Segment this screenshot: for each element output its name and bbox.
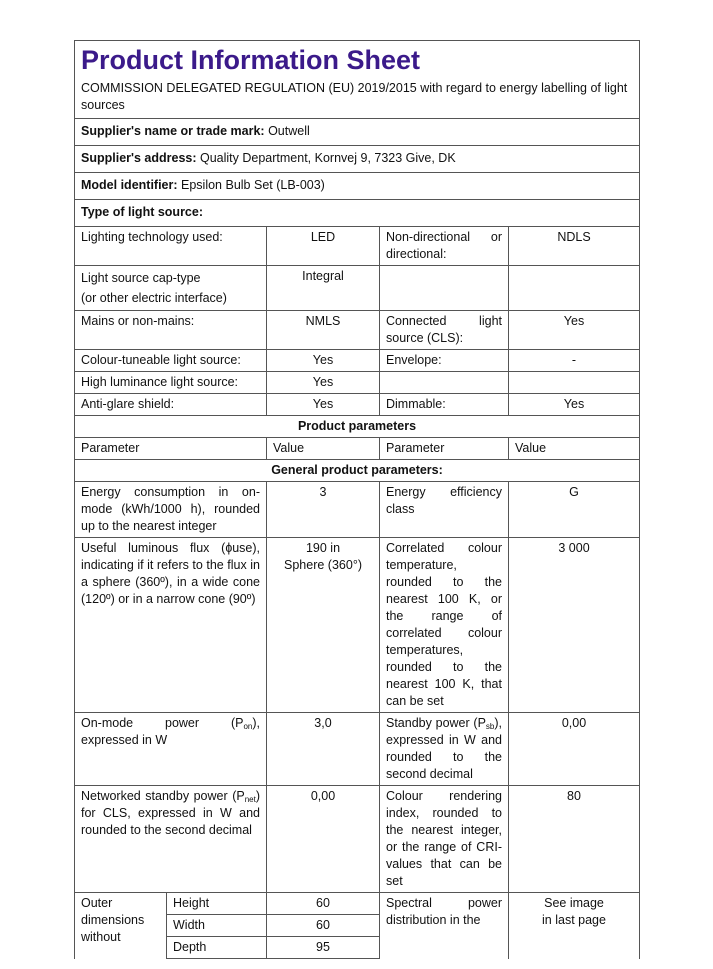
supplier-value: Outwell	[268, 124, 310, 138]
table-row	[75, 893, 640, 915]
column-header-parameter: Parameter	[75, 438, 267, 460]
cap-type-label	[75, 266, 267, 311]
dimmable-label: Dimmable:	[380, 394, 509, 416]
cap-type-value: Integral	[267, 266, 380, 311]
page-title: Product Information Sheet	[75, 41, 640, 77]
anti-glare-label: Anti-glare shield:	[75, 394, 267, 416]
empty-cell	[380, 372, 509, 394]
table-row	[75, 713, 640, 786]
energy-class-label: Energy efficiency class	[380, 482, 509, 538]
standby-power-value: 0,00	[509, 713, 640, 786]
cls-value: Yes	[509, 311, 640, 350]
table-row	[75, 786, 640, 893]
energy-consumption-value: 3	[267, 482, 380, 538]
standby-power-label-a: Standby power (P	[386, 716, 486, 730]
info-table	[74, 40, 640, 959]
supplier-row	[75, 119, 640, 146]
spectral-label: Spectral power distribution in the	[380, 893, 509, 959]
regulation-text: COMMISSION DELEGATED REGULATION (EU) 2019/2015 with regard to energy labelling of light sources	[75, 76, 640, 119]
networked-standby-label	[75, 786, 267, 893]
height-label: Height	[167, 893, 267, 915]
cri-value: 80	[509, 786, 640, 893]
outer-dimensions-label: Outer dimensions without	[75, 893, 167, 959]
supplier-label: Supplier's name or trade mark:	[81, 124, 265, 138]
on-mode-power-value: 3,0	[267, 713, 380, 786]
cls-label: Connected light source (CLS):	[380, 311, 509, 350]
high-luminance-value: Yes	[267, 372, 380, 394]
on-mode-power-label-a: On-mode power (P	[81, 716, 244, 730]
address-row	[75, 146, 640, 173]
model-value: Epsilon Bulb Set (LB-003)	[181, 178, 325, 192]
table-row	[75, 482, 640, 538]
model-row	[75, 173, 640, 200]
table-row	[75, 311, 640, 350]
width-label: Width	[167, 915, 267, 937]
height-value: 60	[267, 893, 380, 915]
cap-type-label-line1: Light source cap-type	[81, 271, 201, 285]
column-header-parameter: Parameter	[380, 438, 509, 460]
model-label: Model identifier:	[81, 178, 178, 192]
lighting-tech-label: Lighting technology used:	[75, 227, 267, 266]
networked-standby-label-sub: net	[244, 795, 256, 804]
energy-consumption-label: Energy consumption in on-mode (kWh/1000 h), rounded up to the nearest integer	[75, 482, 267, 538]
standby-power-label	[380, 713, 509, 786]
standby-power-label-b: ), expressed in W and rounded to the second decimal	[386, 716, 502, 781]
empty-cell	[380, 266, 509, 311]
column-header-row	[75, 438, 640, 460]
on-mode-power-label-sub: on	[243, 722, 253, 731]
cct-value: 3 000	[509, 538, 640, 713]
column-header-value: Value	[509, 438, 640, 460]
networked-standby-value: 0,00	[267, 786, 380, 893]
table-row	[75, 266, 640, 311]
networked-standby-label-b: ) for CLS, expressed in W and rounded to the second decimal	[81, 789, 260, 837]
dimmable-value: Yes	[509, 394, 640, 416]
envelope-value: -	[509, 350, 640, 372]
table-row	[75, 372, 640, 394]
directional-label: Non-directional or directional:	[380, 227, 509, 266]
address-value: Quality Department, Kornvej 9, 7323 Give, DK	[200, 151, 456, 165]
width-value: 60	[267, 915, 380, 937]
envelope-label: Envelope:	[380, 350, 509, 372]
luminous-flux-value	[267, 538, 380, 713]
spectral-value-line2: in last page	[542, 913, 606, 927]
colour-tuneable-value: Yes	[267, 350, 380, 372]
lighting-tech-value: LED	[267, 227, 380, 266]
on-mode-power-label	[75, 713, 267, 786]
spectral-value	[509, 893, 640, 959]
mains-label: Mains or non-mains:	[75, 311, 267, 350]
colour-tuneable-label: Colour-tuneable light source:	[75, 350, 267, 372]
spectral-value-line1: See image	[544, 896, 604, 910]
empty-cell	[509, 372, 640, 394]
luminous-flux-value-line2: Sphere (360°)	[284, 558, 362, 572]
anti-glare-value: Yes	[267, 394, 380, 416]
general-parameters-heading: General product parameters:	[75, 460, 640, 482]
cap-type-label-line2: (or other electric interface)	[81, 291, 227, 305]
product-information-sheet	[74, 40, 639, 954]
cct-label: Correlated colour temperature, rounded to the nearest 100 K, or the range of correlated colour temperatures, rounded to the nearest 100 K, that can be set	[380, 538, 509, 713]
luminous-flux-value-line1: 190 in	[305, 541, 341, 555]
table-row	[75, 394, 640, 416]
product-parameters-heading: Product parameters	[75, 416, 640, 438]
table-row	[75, 538, 640, 713]
table-row	[75, 227, 640, 266]
type-heading: Type of light source:	[75, 200, 640, 227]
empty-cell	[509, 266, 640, 311]
cri-label: Colour rendering index, rounded to the nearest integer, or the range of CRI-values that can be set	[380, 786, 509, 893]
networked-standby-label-a: Networked standby power (P	[81, 789, 245, 803]
mains-value: NMLS	[267, 311, 380, 350]
luminous-flux-label: Useful luminous flux (ɸuse), indicating if it refers to the flux in a sphere (360º), in a wide cone (120º) or in a narrow cone (90º)	[75, 538, 267, 713]
standby-power-label-sub: sb	[485, 722, 495, 731]
depth-label: Depth	[167, 937, 267, 959]
address-label: Supplier's address:	[81, 151, 197, 165]
directional-value: NDLS	[509, 227, 640, 266]
table-row	[75, 350, 640, 372]
on-mode-power-label-b: ), expressed in W	[81, 716, 260, 747]
energy-class-value: G	[509, 482, 640, 538]
depth-value: 95	[267, 937, 380, 959]
high-luminance-label: High luminance light source:	[75, 372, 267, 394]
column-header-value: Value	[267, 438, 380, 460]
